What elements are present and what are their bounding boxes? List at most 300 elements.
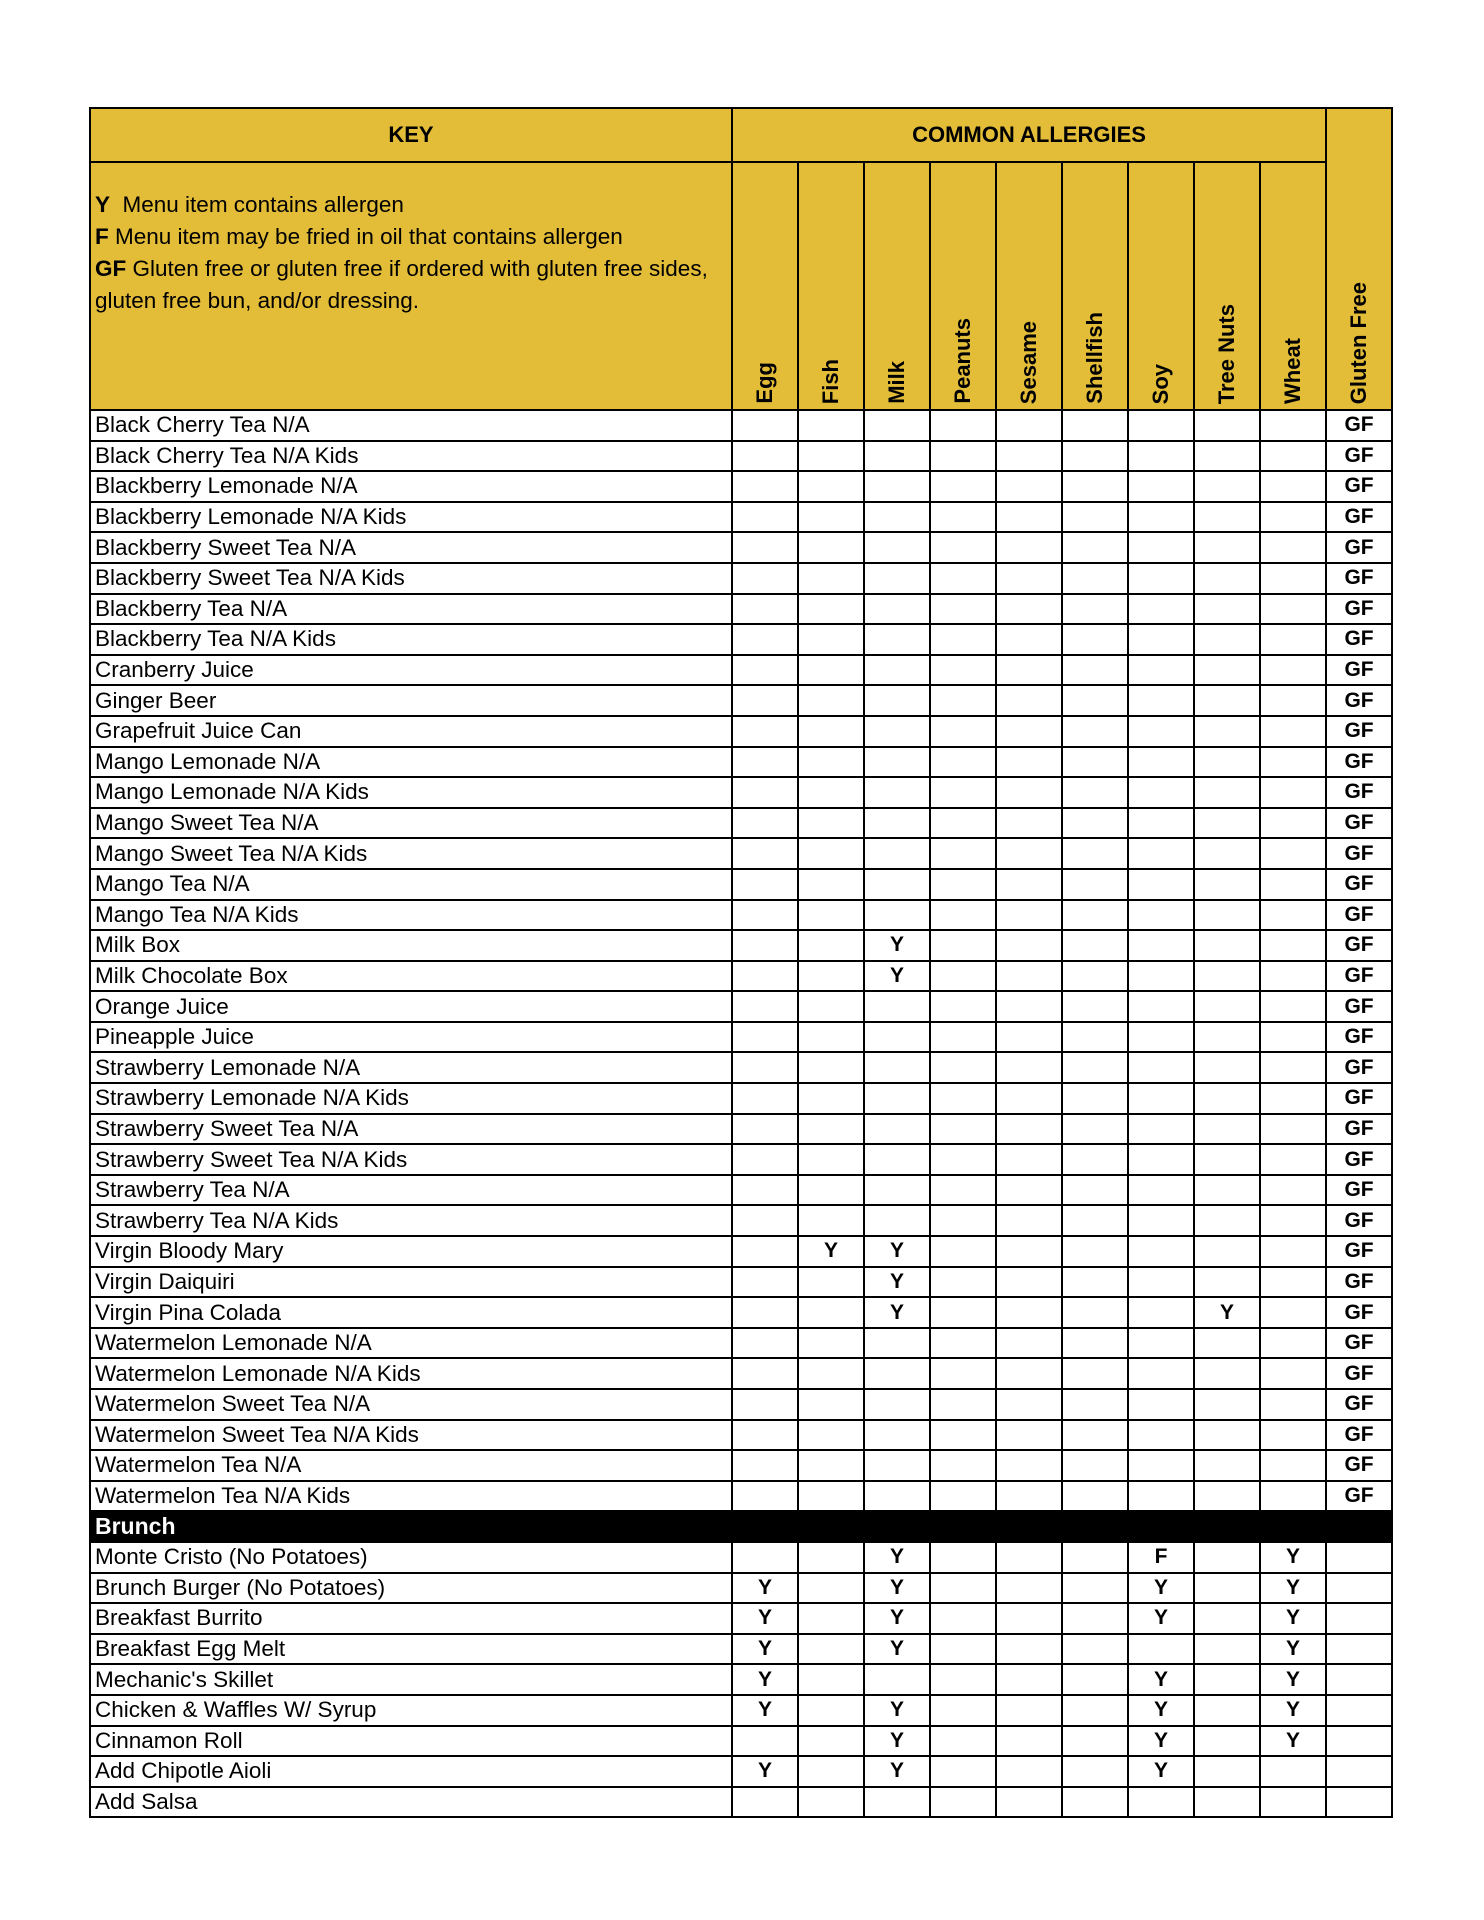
table-row — [90, 930, 1392, 961]
gluten-free-cell: GF — [1326, 1022, 1392, 1053]
allergen-cell — [1194, 410, 1260, 441]
allergen-cell — [996, 685, 1062, 716]
allergen-cell — [930, 1175, 996, 1206]
menu-item-name: Milk Box — [90, 930, 732, 961]
allergen-cell — [1194, 869, 1260, 900]
allergen-cell — [1062, 838, 1128, 869]
allergen-cell — [798, 655, 864, 686]
gluten-free-cell: GF — [1326, 1481, 1392, 1512]
table-row — [90, 1205, 1392, 1236]
allergen-cell — [1260, 808, 1326, 839]
allergen-cell — [732, 1114, 798, 1145]
allergen-cell — [864, 991, 930, 1022]
allergen-cell — [930, 1022, 996, 1053]
menu-item-name: Mango Lemonade N/A — [90, 747, 732, 778]
allergen-cell — [1062, 1144, 1128, 1175]
allergen-cell — [732, 685, 798, 716]
table-row — [90, 1175, 1392, 1206]
gluten-free-cell: GF — [1326, 1297, 1392, 1328]
key-line-fried: F Menu item may be fried in oil that contains allergen — [95, 224, 623, 249]
allergen-cell — [1194, 1450, 1260, 1481]
allergen-cell — [996, 1787, 1062, 1818]
allergen-cell — [1128, 900, 1194, 931]
allergen-cell — [1260, 1756, 1326, 1787]
menu-item-name: Orange Juice — [90, 991, 732, 1022]
allergen-cell — [1260, 410, 1326, 441]
allergen-cell — [996, 1634, 1062, 1665]
allergen-cell: Y — [1260, 1603, 1326, 1634]
menu-item-name: Strawberry Lemonade N/A — [90, 1052, 732, 1083]
allergen-cell — [732, 1450, 798, 1481]
gluten-free-cell: GF — [1326, 1358, 1392, 1389]
allergen-cell: Y — [1260, 1573, 1326, 1604]
allergen-cell — [1260, 1389, 1326, 1420]
allergen-cell — [996, 747, 1062, 778]
allergen-cell — [1062, 532, 1128, 563]
menu-item-name: Pineapple Juice — [90, 1022, 732, 1053]
allergen-cell — [1062, 808, 1128, 839]
allergen-cell — [930, 1236, 996, 1267]
allergen-cell — [864, 532, 930, 563]
allergen-cell — [1194, 655, 1260, 686]
allergen-cell — [996, 471, 1062, 502]
allergen-cell — [798, 991, 864, 1022]
allergen-cell: Y — [732, 1664, 798, 1695]
allergen-header-peanuts: Peanuts — [930, 162, 996, 410]
gluten-free-cell — [1326, 1756, 1392, 1787]
menu-item-name: Mango Tea N/A — [90, 869, 732, 900]
gluten-free-cell — [1326, 1603, 1392, 1634]
gluten-free-cell: GF — [1326, 838, 1392, 869]
allergen-cell: Y — [1128, 1695, 1194, 1726]
allergen-cell — [1194, 441, 1260, 472]
menu-item-name: Black Cherry Tea N/A Kids — [90, 441, 732, 472]
allergen-cell — [732, 1052, 798, 1083]
allergen-cell — [864, 1052, 930, 1083]
allergen-cell — [1062, 1297, 1128, 1328]
menu-item-name: Breakfast Egg Melt — [90, 1634, 732, 1665]
allergen-cell — [996, 1052, 1062, 1083]
allergen-cell — [1128, 1236, 1194, 1267]
gluten-free-cell: GF — [1326, 716, 1392, 747]
allergen-cell — [996, 1389, 1062, 1420]
allergen-cell — [1128, 502, 1194, 533]
table-row — [90, 1695, 1392, 1726]
allergen-cell — [798, 1573, 864, 1604]
allergen-cell — [1062, 1756, 1128, 1787]
table-row — [90, 1603, 1392, 1634]
allergen-header-shellfish: Shellfish — [1062, 162, 1128, 410]
gluten-free-cell: GF — [1326, 655, 1392, 686]
allergen-cell — [1260, 1358, 1326, 1389]
table-row — [90, 869, 1392, 900]
allergen-cell: Y — [864, 961, 930, 992]
allergen-cell: Y — [1128, 1573, 1194, 1604]
allergen-cell — [996, 1450, 1062, 1481]
menu-item-name: Strawberry Sweet Tea N/A — [90, 1114, 732, 1145]
allergen-cell — [864, 777, 930, 808]
table-row — [90, 1236, 1392, 1267]
key-legend — [90, 162, 732, 410]
menu-item-name: Blackberry Lemonade N/A — [90, 471, 732, 502]
allergen-cell — [1194, 991, 1260, 1022]
gluten-free-cell: GF — [1326, 502, 1392, 533]
menu-item-name: Cinnamon Roll — [90, 1726, 732, 1757]
allergen-cell — [1062, 441, 1128, 472]
menu-item-name: Watermelon Tea N/A Kids — [90, 1481, 732, 1512]
allergen-cell — [930, 441, 996, 472]
allergen-cell — [798, 808, 864, 839]
allergen-cell — [1194, 900, 1260, 931]
allergen-cell — [798, 471, 864, 502]
menu-item-name: Milk Chocolate Box — [90, 961, 732, 992]
allergen-cell: Y — [1128, 1726, 1194, 1757]
allergen-cell — [798, 777, 864, 808]
allergen-cell — [1062, 1022, 1128, 1053]
table-row — [90, 1052, 1392, 1083]
gluten-free-cell: GF — [1326, 410, 1392, 441]
allergen-cell — [732, 655, 798, 686]
allergen-cell — [1128, 1787, 1194, 1818]
allergen-cell — [864, 1114, 930, 1145]
gluten-free-cell: GF — [1326, 563, 1392, 594]
allergen-cell — [864, 1389, 930, 1420]
allergen-cell — [1128, 655, 1194, 686]
table-row — [90, 655, 1392, 686]
allergen-cell — [1260, 1052, 1326, 1083]
allergen-cell — [1128, 1205, 1194, 1236]
gluten-free-cell: GF — [1326, 1114, 1392, 1145]
allergen-cell — [996, 1603, 1062, 1634]
table-row — [90, 441, 1392, 472]
gluten-free-cell: GF — [1326, 532, 1392, 563]
allergen-cell — [996, 1236, 1062, 1267]
allergen-cell — [864, 1022, 930, 1053]
gluten-free-cell: GF — [1326, 441, 1392, 472]
allergen-cell — [1062, 1052, 1128, 1083]
table-row — [90, 1664, 1392, 1695]
menu-item-name: Mechanic's Skillet — [90, 1664, 732, 1695]
allergen-cell — [996, 1756, 1062, 1787]
gluten-free-cell: GF — [1326, 1052, 1392, 1083]
allergen-cell: Y — [864, 1726, 930, 1757]
menu-item-name: Grapefruit Juice Can — [90, 716, 732, 747]
allergen-cell — [1062, 777, 1128, 808]
allergen-cell — [1062, 1328, 1128, 1359]
allergen-cell — [1260, 1328, 1326, 1359]
allergen-table — [89, 107, 1393, 1818]
allergen-cell — [1128, 1267, 1194, 1298]
allergen-cell — [732, 716, 798, 747]
allergen-cell — [798, 594, 864, 625]
allergen-cell — [930, 1083, 996, 1114]
allergen-cell — [798, 1144, 864, 1175]
allergen-cell — [1194, 1052, 1260, 1083]
allergen-cell — [1260, 563, 1326, 594]
allergen-cell — [798, 1328, 864, 1359]
allergen-cell — [930, 1205, 996, 1236]
allergen-cell — [798, 1756, 864, 1787]
allergen-cell — [1128, 777, 1194, 808]
allergen-cell — [864, 624, 930, 655]
allergen-cell — [1260, 1297, 1326, 1328]
allergen-cell — [930, 900, 996, 931]
allergen-cell — [996, 1481, 1062, 1512]
allergen-cell — [798, 441, 864, 472]
allergen-cell — [930, 685, 996, 716]
allergen-cell — [732, 624, 798, 655]
allergen-cell — [798, 1695, 864, 1726]
allergen-cell — [864, 563, 930, 594]
allergen-cell — [930, 1450, 996, 1481]
allergen-cell — [1194, 685, 1260, 716]
allergen-cell — [1062, 1573, 1128, 1604]
allergen-cell: Y — [864, 1573, 930, 1604]
allergen-cell — [930, 1603, 996, 1634]
allergen-cell — [798, 1420, 864, 1451]
gluten-free-cell: GF — [1326, 471, 1392, 502]
allergen-cell — [798, 1603, 864, 1634]
allergen-cell — [930, 1144, 996, 1175]
gluten-free-cell — [1326, 1542, 1392, 1573]
allergen-cell — [1062, 1695, 1128, 1726]
allergen-cell — [996, 1175, 1062, 1206]
allergen-cell — [798, 502, 864, 533]
table-row — [90, 1787, 1392, 1818]
menu-item-name: Add Salsa — [90, 1787, 732, 1818]
allergen-cell — [1062, 1542, 1128, 1573]
allergen-cell — [1194, 1787, 1260, 1818]
allergen-cell — [864, 1175, 930, 1206]
allergen-cell — [732, 1205, 798, 1236]
allergen-cell: Y — [1260, 1664, 1326, 1695]
allergen-cell — [930, 1389, 996, 1420]
gluten-free-cell: GF — [1326, 624, 1392, 655]
allergen-cell — [1062, 502, 1128, 533]
allergen-cell — [1128, 930, 1194, 961]
allergen-cell — [996, 1267, 1062, 1298]
allergen-cell — [1128, 1144, 1194, 1175]
table-row — [90, 532, 1392, 563]
allergen-cell — [1194, 532, 1260, 563]
allergen-cell — [798, 1022, 864, 1053]
allergen-cell — [1062, 930, 1128, 961]
table-row — [90, 900, 1392, 931]
allergen-cell — [1260, 1144, 1326, 1175]
gluten-free-cell: GF — [1326, 1083, 1392, 1114]
allergen-cell — [996, 777, 1062, 808]
allergen-cell — [1260, 991, 1326, 1022]
allergen-cell: Y — [864, 930, 930, 961]
menu-item-name: Cranberry Juice — [90, 655, 732, 686]
table-row — [90, 961, 1392, 992]
allergen-cell — [996, 594, 1062, 625]
allergen-cell — [1194, 502, 1260, 533]
table-row — [90, 1083, 1392, 1114]
allergen-cell — [1260, 594, 1326, 625]
gluten-free-cell: GF — [1326, 1389, 1392, 1420]
allergen-cell — [1062, 563, 1128, 594]
allergen-cell — [732, 532, 798, 563]
allergen-cell — [1062, 961, 1128, 992]
allergen-cell — [1260, 1083, 1326, 1114]
menu-item-name: Mango Lemonade N/A Kids — [90, 777, 732, 808]
allergen-cell — [1062, 1083, 1128, 1114]
gluten-free-cell: GF — [1326, 1450, 1392, 1481]
allergen-cell — [930, 1328, 996, 1359]
allergen-cell — [1260, 1022, 1326, 1053]
allergen-cell — [996, 1297, 1062, 1328]
allergen-cell — [930, 410, 996, 441]
allergen-cell — [732, 471, 798, 502]
gluten-free-cell: GF — [1326, 869, 1392, 900]
table-row — [90, 1267, 1392, 1298]
allergen-cell: Y — [1260, 1726, 1326, 1757]
allergen-cell — [732, 1144, 798, 1175]
allergen-cell — [798, 1358, 864, 1389]
allergen-cell — [1128, 838, 1194, 869]
allergen-header-milk: Milk — [864, 162, 930, 410]
allergen-cell — [1260, 747, 1326, 778]
menu-item-name: Mango Sweet Tea N/A — [90, 808, 732, 839]
allergen-cell — [930, 1664, 996, 1695]
allergen-cell — [1062, 1787, 1128, 1818]
table-row — [90, 1634, 1392, 1665]
menu-item-name: Brunch Burger (No Potatoes) — [90, 1573, 732, 1604]
menu-item-name: Virgin Daiquiri — [90, 1267, 732, 1298]
allergen-cell — [1194, 1175, 1260, 1206]
allergen-cell — [996, 869, 1062, 900]
allergen-cell — [1128, 1358, 1194, 1389]
allergen-cell — [1194, 1420, 1260, 1451]
allergen-cell — [864, 747, 930, 778]
section-header: Brunch — [90, 1511, 1392, 1542]
allergen-cell — [996, 900, 1062, 931]
allergen-cell — [1062, 655, 1128, 686]
allergen-cell — [798, 1297, 864, 1328]
gluten-free-cell — [1326, 1787, 1392, 1818]
allergen-cell: Y — [1260, 1634, 1326, 1665]
allergen-cell — [732, 869, 798, 900]
allergen-cell — [1260, 1420, 1326, 1451]
allergen-cell — [864, 1664, 930, 1695]
table-row — [90, 1144, 1392, 1175]
gluten-free-cell: GF — [1326, 1144, 1392, 1175]
allergen-cell — [1194, 1205, 1260, 1236]
allergen-cell — [798, 1114, 864, 1145]
allergen-cell — [1194, 1083, 1260, 1114]
allergen-cell — [798, 685, 864, 716]
allergen-cell — [1260, 532, 1326, 563]
allergen-cell — [1194, 1358, 1260, 1389]
allergen-cell — [1062, 1450, 1128, 1481]
allergen-cell — [1194, 1114, 1260, 1145]
gluten-free-cell: GF — [1326, 900, 1392, 931]
menu-item-name: Strawberry Lemonade N/A Kids — [90, 1083, 732, 1114]
gluten-free-cell — [1326, 1664, 1392, 1695]
allergen-cell: Y — [864, 1634, 930, 1665]
allergen-cell — [1128, 471, 1194, 502]
allergen-cell — [732, 961, 798, 992]
allergen-cell — [864, 1144, 930, 1175]
allergen-cell — [864, 900, 930, 931]
allergen-cell — [1128, 1450, 1194, 1481]
allergen-cell — [996, 1695, 1062, 1726]
allergen-cell — [1194, 1726, 1260, 1757]
allergen-cell — [930, 502, 996, 533]
allergen-cell — [996, 624, 1062, 655]
allergen-cell — [1128, 961, 1194, 992]
allergen-cell — [1062, 1205, 1128, 1236]
menu-item-name: Watermelon Sweet Tea N/A — [90, 1389, 732, 1420]
allergen-cell — [1062, 869, 1128, 900]
table-row — [90, 1389, 1392, 1420]
allergen-cell — [732, 1726, 798, 1757]
allergen-cell — [1062, 1236, 1128, 1267]
allergen-cell — [1194, 1481, 1260, 1512]
allergen-header-egg: Egg — [732, 162, 798, 410]
gluten-free-cell: GF — [1326, 685, 1392, 716]
allergen-cell: Y — [1260, 1542, 1326, 1573]
table-row — [90, 502, 1392, 533]
allergen-cell — [1260, 655, 1326, 686]
allergen-cell — [798, 624, 864, 655]
allergen-cell — [1062, 1114, 1128, 1145]
allergen-cell — [732, 1542, 798, 1573]
allergen-cell — [1128, 685, 1194, 716]
allergen-cell — [930, 1481, 996, 1512]
allergen-cell: Y — [798, 1236, 864, 1267]
table-row — [90, 1481, 1392, 1512]
allergen-cell — [798, 1664, 864, 1695]
allergen-cell — [930, 1297, 996, 1328]
allergen-cell — [798, 930, 864, 961]
allergen-cell — [798, 1787, 864, 1818]
allergen-cell — [864, 808, 930, 839]
allergen-cell — [1260, 900, 1326, 931]
allergen-cell — [930, 869, 996, 900]
allergen-cell — [930, 1114, 996, 1145]
allergen-cell — [864, 1083, 930, 1114]
allergen-cell — [930, 1267, 996, 1298]
allergen-cell — [1260, 471, 1326, 502]
menu-item-name: Black Cherry Tea N/A — [90, 410, 732, 441]
allergen-cell — [798, 1267, 864, 1298]
allergen-cell — [1194, 624, 1260, 655]
allergen-cell — [732, 930, 798, 961]
allergen-cell — [1194, 1756, 1260, 1787]
table-row — [90, 777, 1392, 808]
allergen-cell — [732, 1236, 798, 1267]
menu-item-name: Ginger Beer — [90, 685, 732, 716]
gluten-free-cell: GF — [1326, 961, 1392, 992]
allergen-cell — [1128, 1328, 1194, 1359]
allergen-cell — [798, 1389, 864, 1420]
allergen-cell — [1260, 1787, 1326, 1818]
allergen-cell — [864, 1205, 930, 1236]
allergen-cell — [864, 716, 930, 747]
allergen-cell — [996, 441, 1062, 472]
allergen-cell — [996, 808, 1062, 839]
table-row — [90, 471, 1392, 502]
allergen-cell — [1128, 1114, 1194, 1145]
table-row — [90, 1022, 1392, 1053]
allergen-cell — [1062, 1175, 1128, 1206]
allergen-cell — [996, 1358, 1062, 1389]
gluten-free-cell: GF — [1326, 1236, 1392, 1267]
menu-item-name: Blackberry Sweet Tea N/A Kids — [90, 563, 732, 594]
allergen-cell — [732, 1787, 798, 1818]
